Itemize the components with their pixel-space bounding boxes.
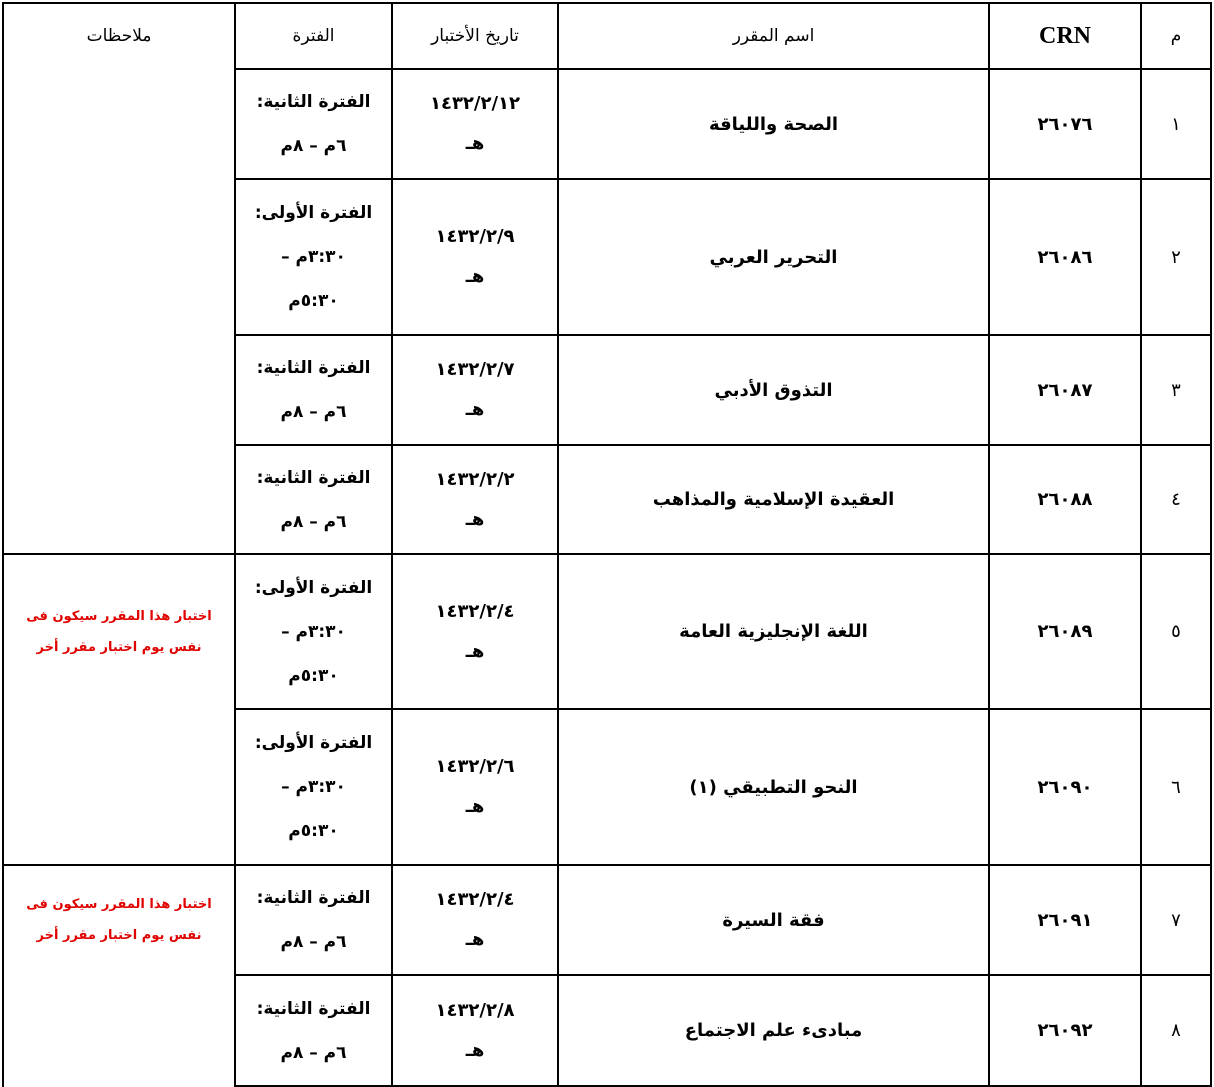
period-line: ٦م – ٨م: [280, 402, 347, 422]
period-cell: [234, 444, 393, 555]
crn-cell: ٢٦٠٨٨: [988, 444, 1142, 555]
period-line: الفترة الثانية:: [256, 92, 371, 112]
exam-date-cell: [391, 974, 559, 1087]
period-line: الفترة الثانية:: [256, 467, 371, 488]
notes-cell-empty: [2, 444, 236, 555]
header-exam-date: تاريخ الأختبار: [391, 2, 559, 70]
period-cell: [234, 708, 393, 866]
header-crn: CRN: [988, 2, 1142, 70]
notes-cell: [2, 553, 236, 710]
period-line: الفترة الثانية:: [256, 888, 371, 908]
period-cell: [234, 974, 393, 1087]
crn-cell: ٢٦٠٧٦: [988, 68, 1142, 180]
exam-date: ١٤٣٢/٢/٨: [435, 999, 515, 1021]
period-cell: [234, 178, 393, 336]
row-index-cell: ١: [1140, 68, 1212, 180]
exam-date: ١٤٣٢/٢/٩: [435, 226, 515, 247]
exam-date-cell: [391, 68, 559, 180]
course-name-cell: العقيدة الإسلامية والمذاهب: [557, 444, 990, 555]
exam-date: ١٤٣٢/٢/٢: [435, 468, 515, 490]
hijri-suffix: هـ: [465, 508, 485, 530]
period-line: ٥:٣٠م: [288, 665, 339, 686]
period-cell: [234, 553, 393, 710]
exam-date: ١٤٣٢/٢/١٢: [429, 93, 521, 114]
period-line: ٣:٣٠م –: [281, 621, 346, 642]
course-name-cell: التذوق الأدبي: [557, 334, 990, 446]
hijri-suffix: هـ: [465, 640, 485, 662]
row-index-cell: ٢: [1140, 178, 1212, 336]
note-line: اختبار هذا المقرر سيكون فى: [26, 608, 212, 624]
row-index-cell: ٦: [1140, 708, 1212, 866]
exam-date: ١٤٣٢/٢/٤: [435, 600, 515, 622]
row-index-cell: ٧: [1140, 864, 1212, 976]
exam-date: ١٤٣٢/٢/٧: [435, 359, 515, 380]
hijri-suffix: هـ: [465, 399, 485, 420]
header-course-name: اسم المقرر: [557, 2, 990, 70]
hijri-suffix: هـ: [465, 266, 485, 287]
note-line: اختبار هذا المقرر سيكون فى: [26, 897, 212, 912]
course-name-cell: الصحة واللياقة: [557, 68, 990, 180]
period-line: الفترة الأولى:: [254, 733, 373, 753]
course-name-cell: اللغة الإنجليزية العامة: [557, 553, 990, 710]
period-line: ٣:٣٠م –: [281, 247, 346, 267]
period-cell: [234, 864, 393, 976]
period-line: الفترة الأولى:: [254, 203, 373, 223]
header-period: الفترة: [234, 2, 393, 70]
period-line: ٥:٣٠م: [288, 291, 339, 311]
exam-date-cell: [391, 178, 559, 336]
exam-date-cell: [391, 864, 559, 976]
header-notes: ملاحظات: [2, 2, 236, 70]
note-line: نفس يوم اختبار مقرر أخر: [36, 639, 202, 655]
row-index-cell: ٣: [1140, 334, 1212, 446]
note-line: نفس يوم اختبار مقرر أخر: [36, 928, 202, 943]
crn-cell: ٢٦٠٨٧: [988, 334, 1142, 446]
course-name-cell: التحرير العربي: [557, 178, 990, 336]
course-name-cell: النحو التطبيقي (١): [557, 708, 990, 866]
crn-cell: ٢٦٠٨٦: [988, 178, 1142, 336]
period-line: ٦م – ٨م: [280, 136, 347, 156]
course-name-cell: مبادىء علم الاجتماع: [557, 974, 990, 1087]
period-cell: [234, 68, 393, 180]
exam-date-cell: [391, 553, 559, 710]
period-line: الفترة الثانية:: [256, 998, 371, 1019]
header-index: م: [1140, 2, 1212, 70]
crn-cell: ٢٦٠٨٩: [988, 553, 1142, 710]
period-line: ٣:٣٠م –: [281, 777, 346, 797]
exam-date: ١٤٣٢/٢/٤: [435, 889, 515, 910]
crn-cell: ٢٦٠٩٠: [988, 708, 1142, 866]
period-cell: [234, 334, 393, 446]
hijri-suffix: هـ: [465, 1039, 485, 1061]
exam-date-cell: [391, 444, 559, 555]
crn-cell: ٢٦٠٩٢: [988, 974, 1142, 1087]
notes-cell-empty: [2, 974, 236, 1087]
period-line: ٦م – ٨م: [280, 1042, 347, 1063]
notes-cell-empty: [2, 334, 236, 446]
exam-date-cell: [391, 708, 559, 866]
exam-date-cell: [391, 334, 559, 446]
exam-date: ١٤٣٢/٢/٦: [435, 756, 515, 777]
hijri-suffix: هـ: [465, 133, 485, 154]
course-name-cell: فقة السيرة: [557, 864, 990, 976]
hijri-suffix: هـ: [465, 929, 485, 950]
period-line: ٥:٣٠م: [288, 821, 339, 841]
notes-cell-empty: [2, 708, 236, 866]
notes-cell-empty: [2, 68, 236, 180]
crn-cell: ٢٦٠٩١: [988, 864, 1142, 976]
period-line: الفترة الثانية:: [256, 358, 371, 378]
row-index-cell: ٤: [1140, 444, 1212, 555]
row-index-cell: ٥: [1140, 553, 1212, 710]
notes-cell-empty: [2, 178, 236, 336]
period-line: الفترة الأولى:: [254, 577, 373, 598]
row-index-cell: ٨: [1140, 974, 1212, 1087]
period-line: ٦م – ٨م: [280, 932, 347, 952]
notes-cell: [2, 864, 236, 976]
hijri-suffix: هـ: [465, 796, 485, 817]
period-line: ٦م – ٨م: [280, 511, 347, 532]
